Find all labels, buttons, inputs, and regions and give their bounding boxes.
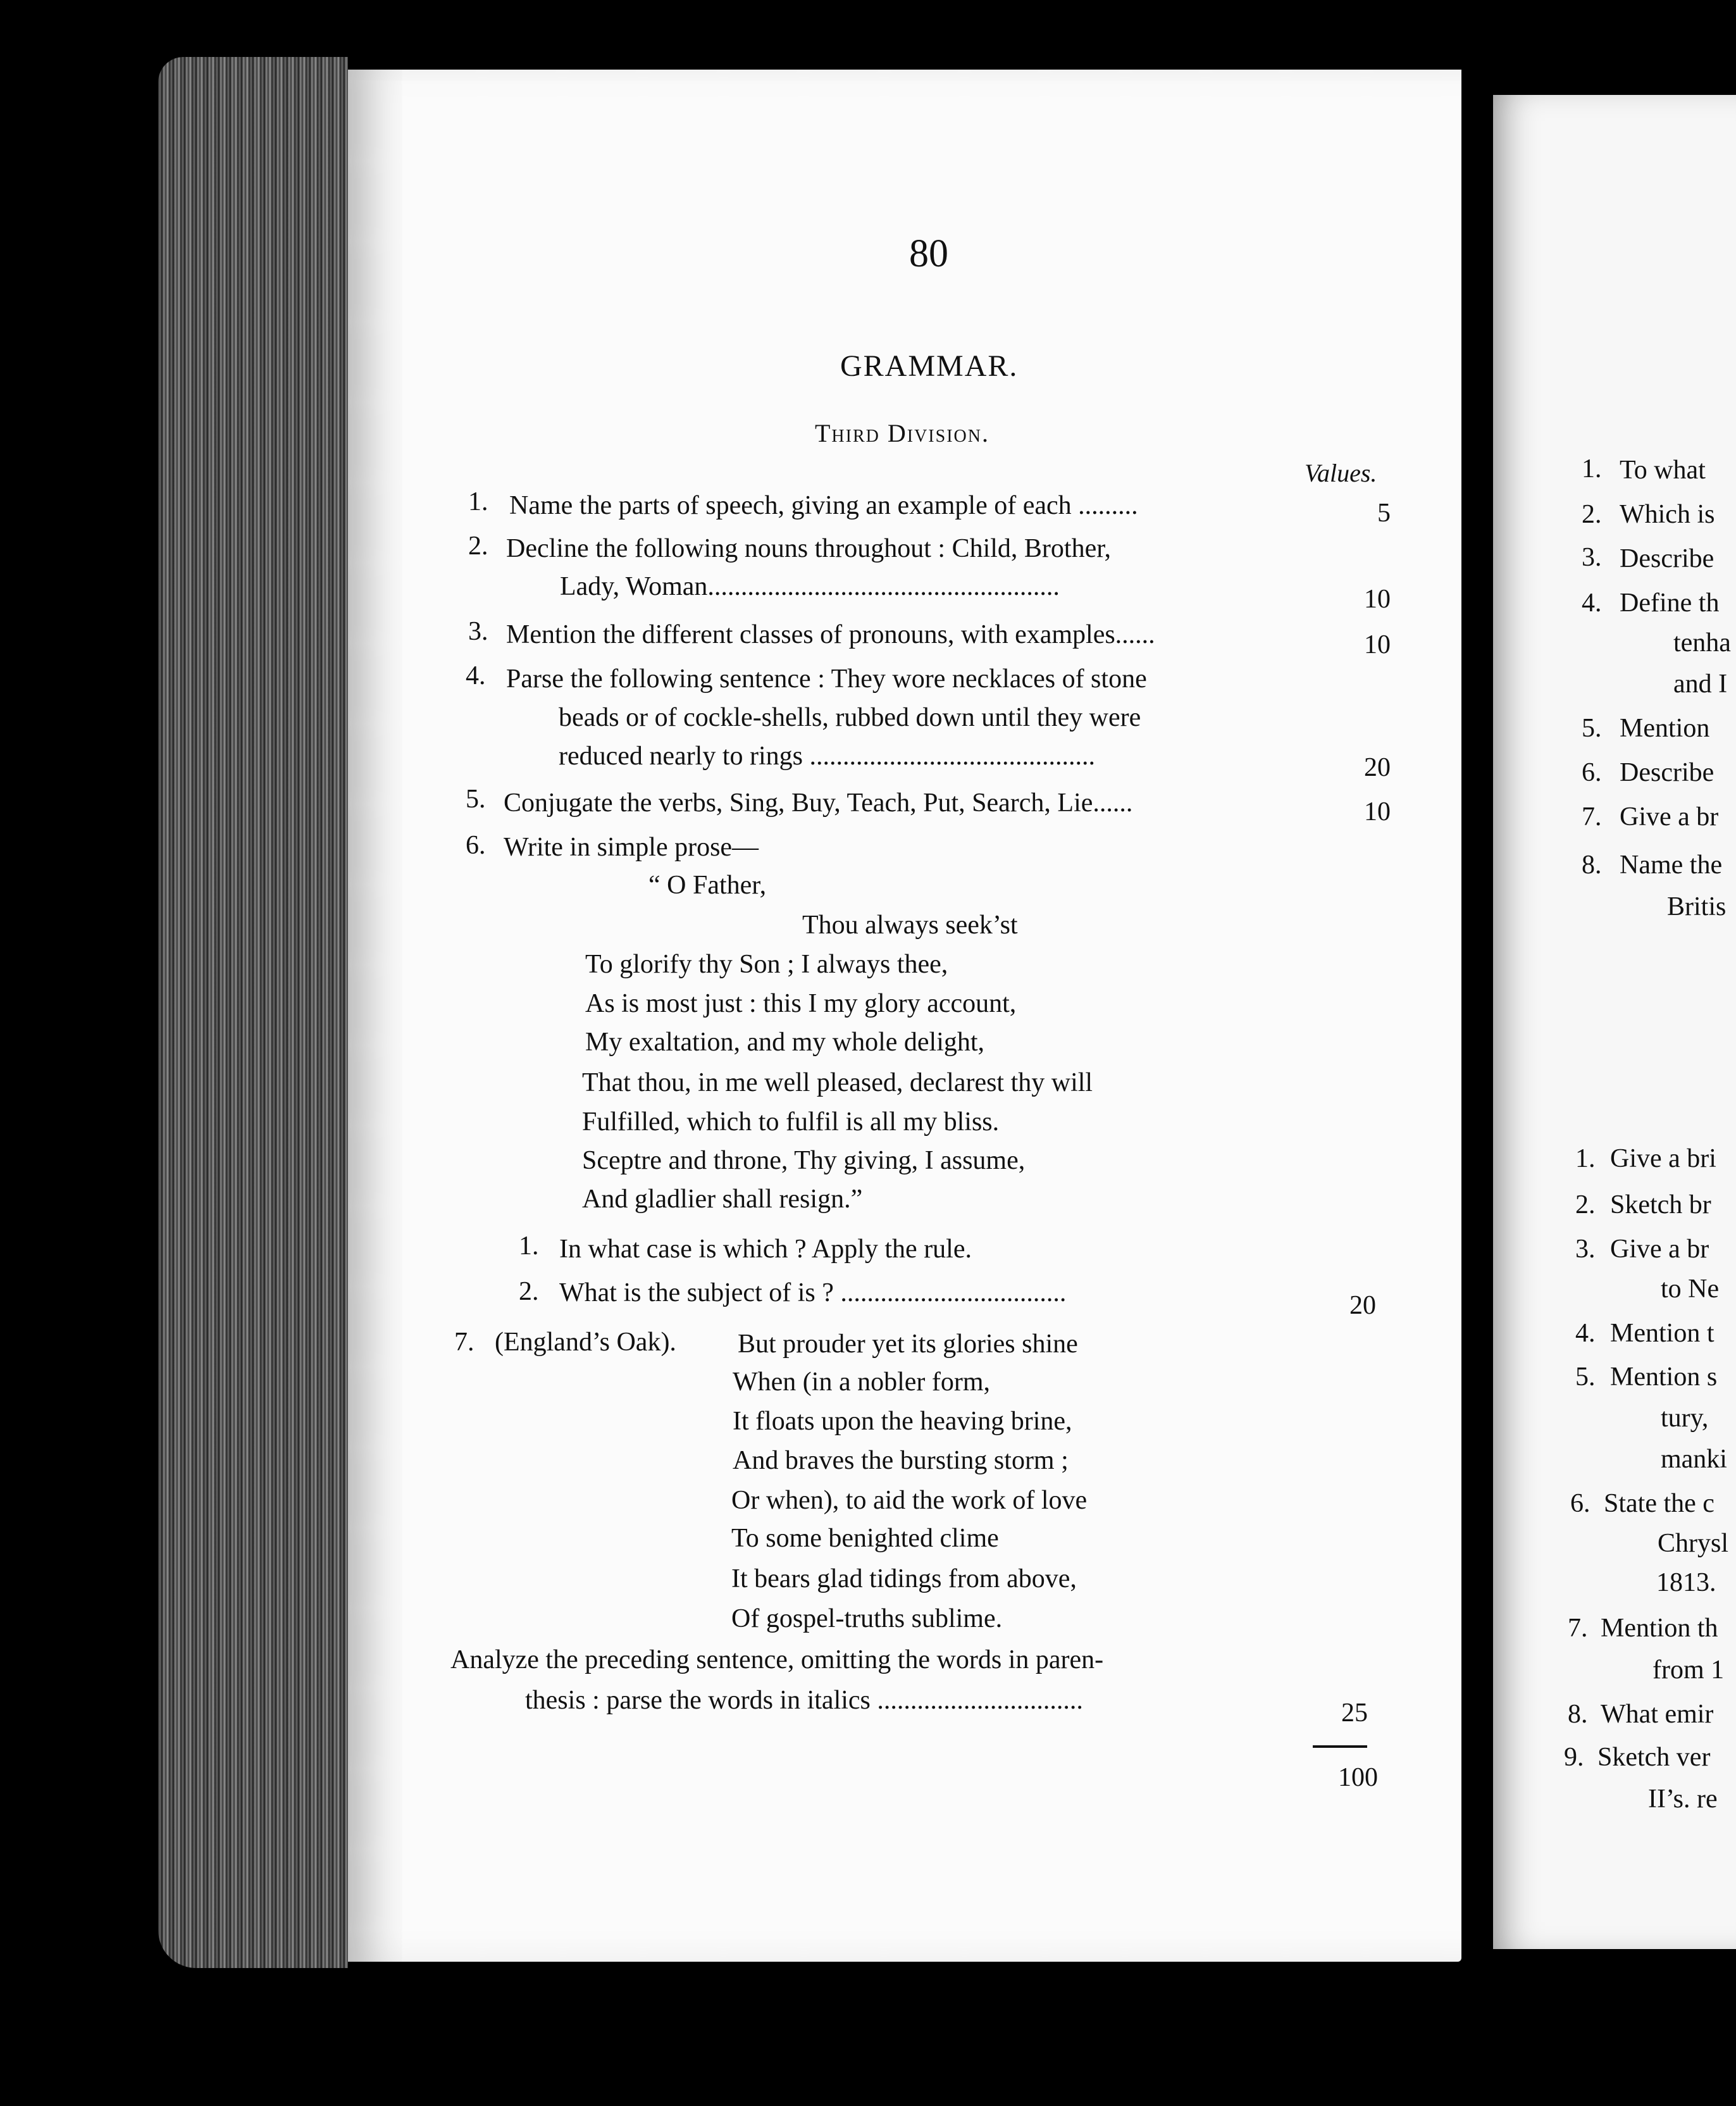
question-value: 5 bbox=[1377, 499, 1391, 528]
right-page bbox=[1493, 95, 1736, 1949]
fragment-text: Mention t bbox=[1610, 1319, 1714, 1348]
question-text: beads or of cockle-shells, rubbed down until they were bbox=[559, 703, 1141, 732]
fragment-number: 8. bbox=[1582, 850, 1602, 880]
fragment-text: Define th bbox=[1620, 589, 1720, 618]
poem-line: That thou, in me well pleased, declarest thy will bbox=[582, 1068, 1093, 1097]
total-rule bbox=[1313, 1745, 1367, 1748]
fragment-text: tenha bbox=[1673, 628, 1731, 657]
fragment-text: Give a br bbox=[1610, 1235, 1709, 1264]
fragment-number: 7. bbox=[1582, 802, 1602, 832]
values-header: Values. bbox=[1305, 459, 1377, 487]
poem-line: “ O Father, bbox=[648, 871, 767, 900]
fragment-text: Sketch ver bbox=[1597, 1743, 1711, 1772]
question-text: Parse the following sentence : They wore necklaces of stone bbox=[506, 664, 1147, 694]
sub-question-text: In what case is which ? Apply the rule. bbox=[559, 1235, 972, 1264]
fragment-text: Chrysl bbox=[1658, 1529, 1729, 1558]
fragment-number: 4. bbox=[1582, 589, 1602, 618]
sub-question-number: 1. bbox=[519, 1231, 539, 1261]
book-page-edges bbox=[158, 57, 348, 1968]
fragment-number: 2. bbox=[1582, 500, 1602, 529]
sub-question-text: What is the subject of is ? .................................. bbox=[559, 1278, 1067, 1307]
fragment-text: manki bbox=[1661, 1445, 1727, 1474]
question-value: 10 bbox=[1364, 585, 1391, 614]
question-text: Conjugate the verbs, Sing, Buy, Teach, Put, Search, Lie...... bbox=[504, 788, 1133, 818]
fragment-text: Give a bri bbox=[1610, 1144, 1716, 1173]
question-number: 5. bbox=[466, 785, 486, 814]
fragment-text: 1813. bbox=[1656, 1568, 1716, 1597]
fragment-text: tury, bbox=[1661, 1404, 1709, 1433]
fragment-text: Name the bbox=[1620, 850, 1723, 880]
fragment-text: Describe bbox=[1620, 544, 1714, 573]
fragment-text: State the c bbox=[1604, 1489, 1714, 1518]
fragment-text: Describe bbox=[1620, 758, 1714, 787]
fragment-text: Mention th bbox=[1601, 1614, 1718, 1643]
poem-line: Fulfilled, which to fulfil is all my bliss. bbox=[582, 1107, 1000, 1137]
fragment-text: Sketch br bbox=[1610, 1190, 1711, 1219]
question-value: 10 bbox=[1364, 797, 1391, 826]
fragment-number: 1. bbox=[1582, 454, 1602, 483]
fragment-text: To what bbox=[1620, 456, 1706, 485]
poem-line: But prouder yet its glories shine bbox=[738, 1330, 1078, 1359]
sub-question-number: 2. bbox=[519, 1277, 539, 1306]
question-text: Mention the different classes of pronouns, with examples...... bbox=[506, 620, 1155, 649]
question-text: Write in simple prose— bbox=[504, 833, 759, 862]
question-number: 4. bbox=[466, 661, 486, 690]
poem-line: Thou always seek’st bbox=[802, 911, 1018, 940]
question-text: Lady, Woman..................................................... bbox=[560, 572, 1060, 601]
fragment-number: 5. bbox=[1582, 714, 1602, 743]
fragment-text: Mention bbox=[1620, 714, 1710, 743]
fragment-number: 8. bbox=[1568, 1700, 1588, 1729]
question-number: 1. bbox=[468, 487, 488, 516]
fragment-text: Give a br bbox=[1620, 802, 1719, 832]
fragment-number: 3. bbox=[1575, 1235, 1596, 1264]
poem-line: When (in a nobler form, bbox=[733, 1368, 991, 1397]
fragment-text: Britis bbox=[1667, 892, 1727, 921]
question-value: 20 bbox=[1349, 1291, 1376, 1320]
fragment-number: 4. bbox=[1575, 1319, 1596, 1348]
question-text: Decline the following nouns throughout : Child, Brother, bbox=[506, 534, 1112, 563]
poem-line: Of gospel-truths sublime. bbox=[731, 1604, 1003, 1633]
question-value: 25 bbox=[1341, 1698, 1368, 1728]
question-value: 20 bbox=[1364, 753, 1391, 782]
fragment-text: Mention s bbox=[1610, 1362, 1718, 1392]
fragment-number: 5. bbox=[1575, 1362, 1596, 1392]
poem-line: It bears glad tidings from above, bbox=[731, 1564, 1077, 1593]
fragment-text: Which is bbox=[1620, 500, 1715, 529]
fragment-text: and I bbox=[1673, 670, 1728, 699]
fragment-number: 2. bbox=[1575, 1190, 1596, 1219]
poem-line: Or when), to aid the work of love bbox=[731, 1486, 1088, 1515]
poem-line: And braves the bursting storm ; bbox=[733, 1446, 1069, 1475]
fragment-number: 6. bbox=[1582, 758, 1602, 787]
fragment-number: 9. bbox=[1564, 1743, 1584, 1772]
poem-source: (England’s Oak). bbox=[495, 1328, 676, 1357]
fragment-number: 7. bbox=[1568, 1614, 1588, 1643]
fragment-text: What emir bbox=[1601, 1700, 1714, 1729]
fragment-number: 3. bbox=[1582, 543, 1602, 572]
fragment-text: from 1 bbox=[1652, 1655, 1725, 1685]
question-number: 2. bbox=[468, 532, 488, 561]
fragment-number: 6. bbox=[1570, 1489, 1590, 1518]
question-number: 3. bbox=[468, 617, 488, 646]
poem-line: And gladlier shall resign.” bbox=[582, 1185, 863, 1214]
division-heading: Third Division. bbox=[815, 419, 989, 447]
instruction-text: Analyze the preceding sentence, omitting the words in paren- bbox=[450, 1645, 1104, 1674]
question-number: 6. bbox=[466, 831, 486, 860]
fragment-text: II’s. re bbox=[1648, 1785, 1718, 1814]
poem-line: It floats upon the heaving brine, bbox=[733, 1407, 1072, 1436]
question-text: reduced nearly to rings ........................................... bbox=[559, 742, 1096, 771]
question-number: 7. bbox=[454, 1328, 474, 1357]
poem-line: Sceptre and throne, Thy giving, I assume, bbox=[582, 1146, 1026, 1175]
fragment-number: 1. bbox=[1575, 1144, 1596, 1173]
poem-line: As is most just : this I my glory account, bbox=[585, 989, 1017, 1018]
page-number: 80 bbox=[909, 232, 948, 275]
poem-line: To some benighted clime bbox=[731, 1524, 999, 1553]
poem-line: To glorify thy Son ; I always thee, bbox=[585, 950, 948, 979]
fragment-text: to Ne bbox=[1661, 1274, 1720, 1304]
total-value: 100 bbox=[1338, 1763, 1378, 1792]
instruction-text: thesis : parse the words in italics ............................... bbox=[525, 1686, 1083, 1715]
page-title: GRAMMAR. bbox=[840, 349, 1019, 383]
question-value: 10 bbox=[1364, 630, 1391, 659]
poem-line: My exaltation, and my whole delight, bbox=[585, 1028, 985, 1057]
question-text: Name the parts of speech, giving an example of each ......... bbox=[509, 491, 1138, 520]
